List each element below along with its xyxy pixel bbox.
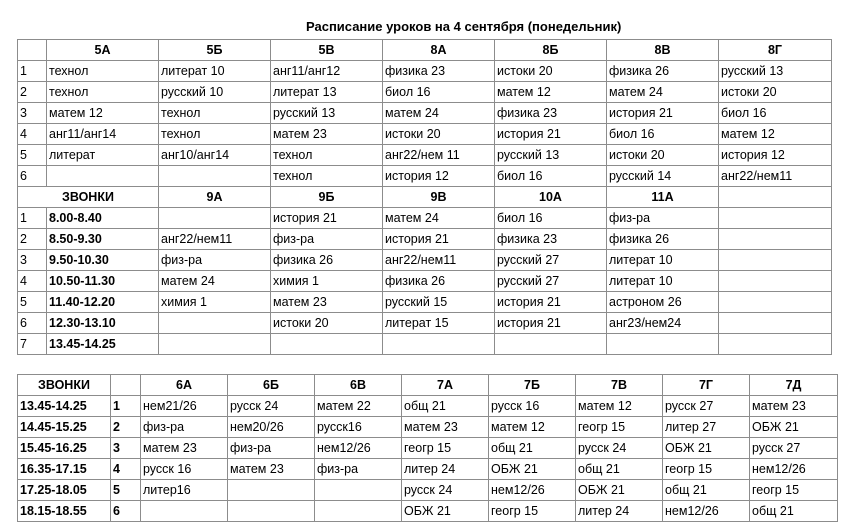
lesson-cell: [495, 334, 607, 355]
class-header: 10А: [495, 187, 607, 208]
lesson-cell: общ 21: [489, 438, 576, 459]
lesson-cell: литерат 13: [271, 82, 383, 103]
lesson-cell: русский 15: [383, 292, 495, 313]
lesson-cell: матем 22: [315, 396, 402, 417]
lesson-number: 5: [111, 480, 141, 501]
lesson-cell: русский 13: [719, 61, 832, 82]
lesson-cell: матем 12: [47, 103, 159, 124]
table-row: [18, 124, 832, 145]
lesson-cell: [719, 250, 832, 271]
lesson-cell: нем21/26: [141, 396, 228, 417]
class-header: 7Г: [663, 375, 750, 396]
lesson-cell: история 21: [383, 229, 495, 250]
lesson-cell: технол: [159, 124, 271, 145]
lesson-cell: матем 23: [402, 417, 489, 438]
bell-time: 12.30-13.10: [47, 313, 159, 334]
lesson-cell: [159, 208, 271, 229]
lesson-cell: матем 24: [383, 208, 495, 229]
lesson-cell: физ-ра: [315, 459, 402, 480]
lesson-cell: [383, 334, 495, 355]
table-row: [18, 145, 832, 166]
lesson-number: 3: [18, 103, 47, 124]
lesson-cell: ОБЖ 21: [402, 501, 489, 522]
schedule-table-top: [17, 39, 832, 355]
lesson-cell: технол: [47, 82, 159, 103]
table-row: [18, 396, 838, 417]
class-header: 7В: [576, 375, 663, 396]
corner-cell: [111, 375, 141, 396]
lesson-cell: литер 27: [663, 417, 750, 438]
class-header: [719, 187, 832, 208]
lesson-cell: общ 21: [663, 480, 750, 501]
lesson-cell: [271, 334, 383, 355]
table-row: [18, 229, 832, 250]
lesson-cell: русск 24: [402, 480, 489, 501]
lesson-cell: русск 16: [141, 459, 228, 480]
lesson-cell: ОБЖ 21: [663, 438, 750, 459]
lesson-cell: матем 24: [159, 271, 271, 292]
lesson-number: 6: [18, 166, 47, 187]
lesson-cell: матем 23: [271, 124, 383, 145]
lesson-number: 4: [111, 459, 141, 480]
lesson-cell: [607, 334, 719, 355]
lesson-cell: анг22/нем11: [719, 166, 832, 187]
lesson-cell: ОБЖ 21: [489, 459, 576, 480]
bell-time: 13.45-14.25: [18, 396, 111, 417]
lesson-cell: матем 24: [607, 82, 719, 103]
class-header: 7Д: [750, 375, 838, 396]
lesson-cell: [141, 501, 228, 522]
table-row: [18, 271, 832, 292]
lesson-cell: физика 23: [495, 229, 607, 250]
table-row: [18, 417, 838, 438]
table-row: [18, 250, 832, 271]
lesson-cell: анг11/анг12: [271, 61, 383, 82]
lesson-cell: [719, 208, 832, 229]
lesson-number: 3: [111, 438, 141, 459]
lesson-cell: физ-ра: [159, 250, 271, 271]
table-row: [18, 103, 832, 124]
class-header: 8Б: [495, 40, 607, 61]
lesson-cell: русск 16: [489, 396, 576, 417]
lesson-cell: анг10/анг14: [159, 145, 271, 166]
lesson-cell: матем 23: [141, 438, 228, 459]
lesson-cell: русск 24: [228, 396, 315, 417]
bell-time: 16.35-17.15: [18, 459, 111, 480]
class-header: 7А: [402, 375, 489, 396]
table-row: [18, 480, 838, 501]
lesson-cell: [159, 334, 271, 355]
lesson-cell: литерат 10: [607, 271, 719, 292]
class-header: 9А: [159, 187, 271, 208]
lesson-cell: [228, 480, 315, 501]
class-header: 6А: [141, 375, 228, 396]
lesson-number: 5: [18, 292, 47, 313]
lesson-cell: [228, 501, 315, 522]
lesson-cell: биол 16: [383, 82, 495, 103]
class-header: 6В: [315, 375, 402, 396]
class-header: 5Б: [159, 40, 271, 61]
lesson-number: 1: [111, 396, 141, 417]
class-header: 7Б: [489, 375, 576, 396]
table-row: [18, 208, 832, 229]
lesson-cell: [719, 334, 832, 355]
lesson-cell: истоки 20: [383, 124, 495, 145]
lesson-cell: геогр 15: [663, 459, 750, 480]
bell-time: 15.45-16.25: [18, 438, 111, 459]
lesson-cell: история 21: [271, 208, 383, 229]
lesson-cell: матем 12: [495, 82, 607, 103]
lesson-cell: история 21: [495, 292, 607, 313]
lesson-cell: матем 12: [489, 417, 576, 438]
lesson-cell: геогр 15: [402, 438, 489, 459]
lesson-cell: физика 26: [607, 229, 719, 250]
bell-time: 13.45-14.25: [47, 334, 159, 355]
table-row: [18, 166, 832, 187]
lesson-cell: химия 1: [271, 271, 383, 292]
page-title: Расписание уроков на 4 сентября (понедельник): [306, 19, 622, 34]
lesson-number: 6: [111, 501, 141, 522]
class-header: 8В: [607, 40, 719, 61]
lesson-cell: матем 23: [228, 459, 315, 480]
lesson-cell: матем 12: [719, 124, 832, 145]
lesson-cell: истоки 20: [271, 313, 383, 334]
class-header: 9Б: [271, 187, 383, 208]
lesson-cell: физ-ра: [141, 417, 228, 438]
lesson-cell: матем 23: [271, 292, 383, 313]
lesson-cell: общ 21: [750, 501, 838, 522]
bell-time: 14.45-15.25: [18, 417, 111, 438]
lesson-cell: история 21: [495, 124, 607, 145]
lesson-cell: анг23/нем24: [607, 313, 719, 334]
table-row: [18, 61, 832, 82]
table-row: [18, 459, 838, 480]
bell-time: 18.15-18.55: [18, 501, 111, 522]
lesson-cell: анг22/нем 11: [383, 145, 495, 166]
lesson-cell: астроном 26: [607, 292, 719, 313]
lesson-cell: истоки 20: [495, 61, 607, 82]
lesson-cell: физ-ра: [271, 229, 383, 250]
lesson-cell: анг22/нем11: [383, 250, 495, 271]
lesson-cell: биол 16: [495, 166, 607, 187]
bells-header: ЗВОНКИ: [18, 375, 111, 396]
lesson-cell: матем 12: [576, 396, 663, 417]
lesson-cell: биол 16: [719, 103, 832, 124]
class-header: 8А: [383, 40, 495, 61]
class-header: 8Г: [719, 40, 832, 61]
lesson-cell: [159, 166, 271, 187]
lesson-cell: биол 16: [495, 208, 607, 229]
lesson-cell: истоки 20: [719, 82, 832, 103]
table-row: [18, 82, 832, 103]
bell-time: 8.00-8.40: [47, 208, 159, 229]
lesson-cell: русск 27: [663, 396, 750, 417]
lesson-cell: общ 21: [402, 396, 489, 417]
lesson-cell: технол: [159, 103, 271, 124]
lesson-cell: анг11/анг14: [47, 124, 159, 145]
class-header: 5А: [47, 40, 159, 61]
lesson-cell: технол: [47, 61, 159, 82]
lesson-cell: нем12/26: [489, 480, 576, 501]
lesson-cell: русск16: [315, 417, 402, 438]
lesson-cell: физика 26: [607, 61, 719, 82]
bell-time: 11.40-12.20: [47, 292, 159, 313]
lesson-cell: нем12/26: [315, 438, 402, 459]
lesson-cell: физ-ра: [228, 438, 315, 459]
lesson-cell: история 21: [495, 313, 607, 334]
lesson-cell: русский 27: [495, 250, 607, 271]
class-header: 6Б: [228, 375, 315, 396]
lesson-number: 1: [18, 208, 47, 229]
lesson-number: 4: [18, 124, 47, 145]
lesson-cell: физика 26: [383, 271, 495, 292]
lesson-cell: анг22/нем11: [159, 229, 271, 250]
lesson-cell: [719, 313, 832, 334]
lesson-cell: литер 24: [402, 459, 489, 480]
lesson-cell: геогр 15: [750, 480, 838, 501]
lesson-cell: [159, 313, 271, 334]
lesson-cell: литер16: [141, 480, 228, 501]
lesson-cell: матем 23: [750, 396, 838, 417]
lesson-cell: русский 10: [159, 82, 271, 103]
lesson-cell: литерат: [47, 145, 159, 166]
lesson-cell: [719, 229, 832, 250]
lesson-number: 1: [18, 61, 47, 82]
bells-header: ЗВОНКИ: [18, 187, 159, 208]
lesson-cell: ОБЖ 21: [576, 480, 663, 501]
table-header-row: [18, 40, 832, 61]
lesson-cell: история 12: [383, 166, 495, 187]
bell-time: 9.50-10.30: [47, 250, 159, 271]
lesson-cell: геогр 15: [489, 501, 576, 522]
lesson-cell: физ-ра: [607, 208, 719, 229]
lesson-number: 2: [111, 417, 141, 438]
lesson-cell: биол 16: [607, 124, 719, 145]
lesson-cell: литер 24: [576, 501, 663, 522]
lesson-cell: [719, 271, 832, 292]
lesson-cell: матем 24: [383, 103, 495, 124]
lesson-cell: [47, 166, 159, 187]
table-row: [18, 313, 832, 334]
bell-time: 8.50-9.30: [47, 229, 159, 250]
lesson-cell: геогр 15: [576, 417, 663, 438]
lesson-cell: русский 27: [495, 271, 607, 292]
lesson-number: 3: [18, 250, 47, 271]
lesson-cell: литерат 10: [159, 61, 271, 82]
table-row: [18, 334, 832, 355]
lesson-cell: физика 26: [271, 250, 383, 271]
lesson-number: 2: [18, 229, 47, 250]
lesson-cell: физика 23: [495, 103, 607, 124]
class-header: 9В: [383, 187, 495, 208]
lesson-cell: нем12/26: [750, 459, 838, 480]
lesson-cell: ОБЖ 21: [750, 417, 838, 438]
lesson-cell: история 12: [719, 145, 832, 166]
lesson-cell: технол: [271, 145, 383, 166]
lesson-cell: литерат 15: [383, 313, 495, 334]
table-header-row: [18, 187, 832, 208]
class-header: 5В: [271, 40, 383, 61]
lesson-cell: нем20/26: [228, 417, 315, 438]
lesson-cell: литерат 10: [607, 250, 719, 271]
lesson-cell: русск 27: [750, 438, 838, 459]
lesson-number: 7: [18, 334, 47, 355]
bell-time: 17.25-18.05: [18, 480, 111, 501]
lesson-cell: нем12/26: [663, 501, 750, 522]
lesson-cell: физика 23: [383, 61, 495, 82]
schedule-table-bottom: [17, 374, 838, 522]
lesson-cell: [719, 292, 832, 313]
table-row: [18, 438, 838, 459]
lesson-cell: русский 13: [495, 145, 607, 166]
table-row: [18, 292, 832, 313]
lesson-cell: история 21: [607, 103, 719, 124]
lesson-cell: истоки 20: [607, 145, 719, 166]
lesson-cell: технол: [271, 166, 383, 187]
table-header-row: [18, 375, 838, 396]
lesson-cell: русск 24: [576, 438, 663, 459]
table-row: [18, 501, 838, 522]
lesson-cell: общ 21: [576, 459, 663, 480]
bell-time: 10.50-11.30: [47, 271, 159, 292]
lesson-number: 5: [18, 145, 47, 166]
lesson-cell: [315, 501, 402, 522]
lesson-number: 6: [18, 313, 47, 334]
lesson-cell: [315, 480, 402, 501]
class-header: 11А: [607, 187, 719, 208]
lesson-number: 4: [18, 271, 47, 292]
lesson-cell: русский 14: [607, 166, 719, 187]
lesson-cell: химия 1: [159, 292, 271, 313]
corner-cell: [18, 40, 47, 61]
lesson-number: 2: [18, 82, 47, 103]
lesson-cell: русский 13: [271, 103, 383, 124]
